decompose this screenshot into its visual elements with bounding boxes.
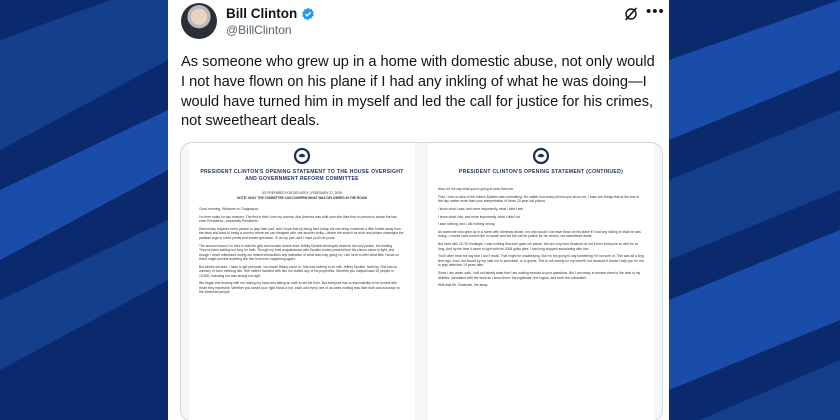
page2-paragraph: As someone who grew up in a home with domestic abuse, not only would I not have flown on his plane if I had any inkling of what he was doing—I would have turned him in myself and led the call for justice for his crimes, not sweetheart deals. <box>438 229 641 239</box>
page2-paragraph: Now, let me say what you're going to hear from me. <box>438 187 515 191</box>
page1-title: PRESIDENT CLINTON'S OPENING STATEMENT TO THE HOUSE OVERSIGHT AND GOVERNMENT REFORM COMMITTEE <box>200 169 404 182</box>
author-row <box>226 6 315 21</box>
page1-paragraph: We began this hearing with me raising my hand and taking an oath to tell the truth. But everyone has a responsibility to be honest with those they represent. Whether you raised your right hand or not, each and every one of us owes nothing less than truth and accuracy to the American people. <box>199 281 400 295</box>
page1-paragraph: The second reason I'm here is that the girls and women whose lives Jeffrey Epstein destroyed deserve not only justice, but healing. They've been waiting too long for both. Though my brief acquaintance with Epstein ended years before his crimes came to light, and though I never witnessed during our limited interactions any indication of what was truly going on, I am here to offer what little I know so that it might prevent anything like this from ever happening again. <box>199 243 399 262</box>
page2-paragraph: You'll often hear me say that I don't recall. That might be unsatisfying. But I'm not going to say something I'm not sure of. This was all a long time ago. And I am bound by my oath not to speculate, or to guess. This is not merely for my benefit, but because it doesn't help you for me to play detective 24 years later. <box>438 254 645 268</box>
page2-paragraph: With that Mr. Chairman, fire away. <box>438 283 489 288</box>
page1-paragraph: But before we start, I have to get personal. You made Hillary come in. She had nothing to do with Jeffrey Epstein. Nothing. She has no memory of even meeting him. She neither traveled with him nor visited any of his properties. Whether you subpoenaed 10 people or 10,000, including her was simply not right. <box>199 264 398 278</box>
tweet-card <box>168 0 669 420</box>
page2-body <box>438 187 644 291</box>
page2-paragraph: First, I had no idea of the crimes Epstein was committing. No matter how many photos you show me, I have two things that at the end of the day matter more than your interpretation of those 20-year-old photos. <box>438 194 640 204</box>
verified-badge-icon <box>301 7 315 21</box>
more-options-icon[interactable]: ••• <box>646 3 665 20</box>
tweet-media[interactable] <box>180 142 663 420</box>
page2-paragraph: I saw nothing, and I did nothing wrong. <box>438 222 496 227</box>
seal-icon <box>293 147 311 165</box>
page2-paragraph: I know what I saw, and more importantly, what I didn't see. <box>438 206 525 211</box>
seal-icon <box>532 147 550 165</box>
page1-note: NOTE: ONLY THE COMMITTEE CAN CONFIRM WHAT WAS DELIVERED IN THE ROOM <box>237 196 367 200</box>
statement-page-1 <box>189 143 415 420</box>
avatar[interactable] <box>181 3 217 39</box>
page1-prepared: AS PREPARED FOR DELIVERY | FEBRUARY 27, 2026 <box>262 191 342 195</box>
page1-paragraph: Democracy requires every person to play their part, and I hope that by being here today, we can bring ourselves a little further away from the brink and back to being a country where we can disagree with one another civilly—where the search for truth and justice outweighs the partisan urge to score points and create spectacle. I'll do my part, and I hope you'll do yours. <box>199 226 404 240</box>
page2-paragraph: But even with 20 /20 hindsight, I saw nothing that ever gave me pause. We are only here because he hid it from everyone so well for so long. And by the time it came to light with his 2008 guilty plea, I had long stopped associating with him. <box>438 242 639 251</box>
author-name[interactable]: Bill Clinton <box>226 6 298 21</box>
grok-icon[interactable] <box>623 6 639 22</box>
page1-paragraph: I'm here today for two reasons. The first is that I love my country. And America was built upon the idea that no person is above the law, even Presidents—especially Presidents. <box>199 214 398 224</box>
page2-paragraph: I know what I did, and more importantly, what I didn't do. <box>438 214 522 219</box>
page2-paragraph: Since I am under oath, I will not falsely state that I am looking forward to your questions. But I am ready to answer them to the best of my abilities, consistent with the facts as I know them: the legitimate, the logical, and even the outlandish. <box>438 271 641 280</box>
page2-title: PRESIDENT CLINTON'S OPENING STATEMENT (CONTINUED) <box>458 169 624 175</box>
tweet-text: As someone who grew up in a home with domestic abuse, not only would I not have flown on his plane if I had any inkling of what he was doing—I would have turned him in myself and led the call for justice for his crimes, not sweetheart deals. <box>181 54 655 130</box>
page1-paragraph: Good morning. Welcome to Chappaqua. <box>199 207 259 211</box>
statement-page-2 <box>428 143 654 420</box>
page1-body <box>199 207 405 298</box>
author-handle[interactable]: @BillClinton <box>226 23 292 37</box>
